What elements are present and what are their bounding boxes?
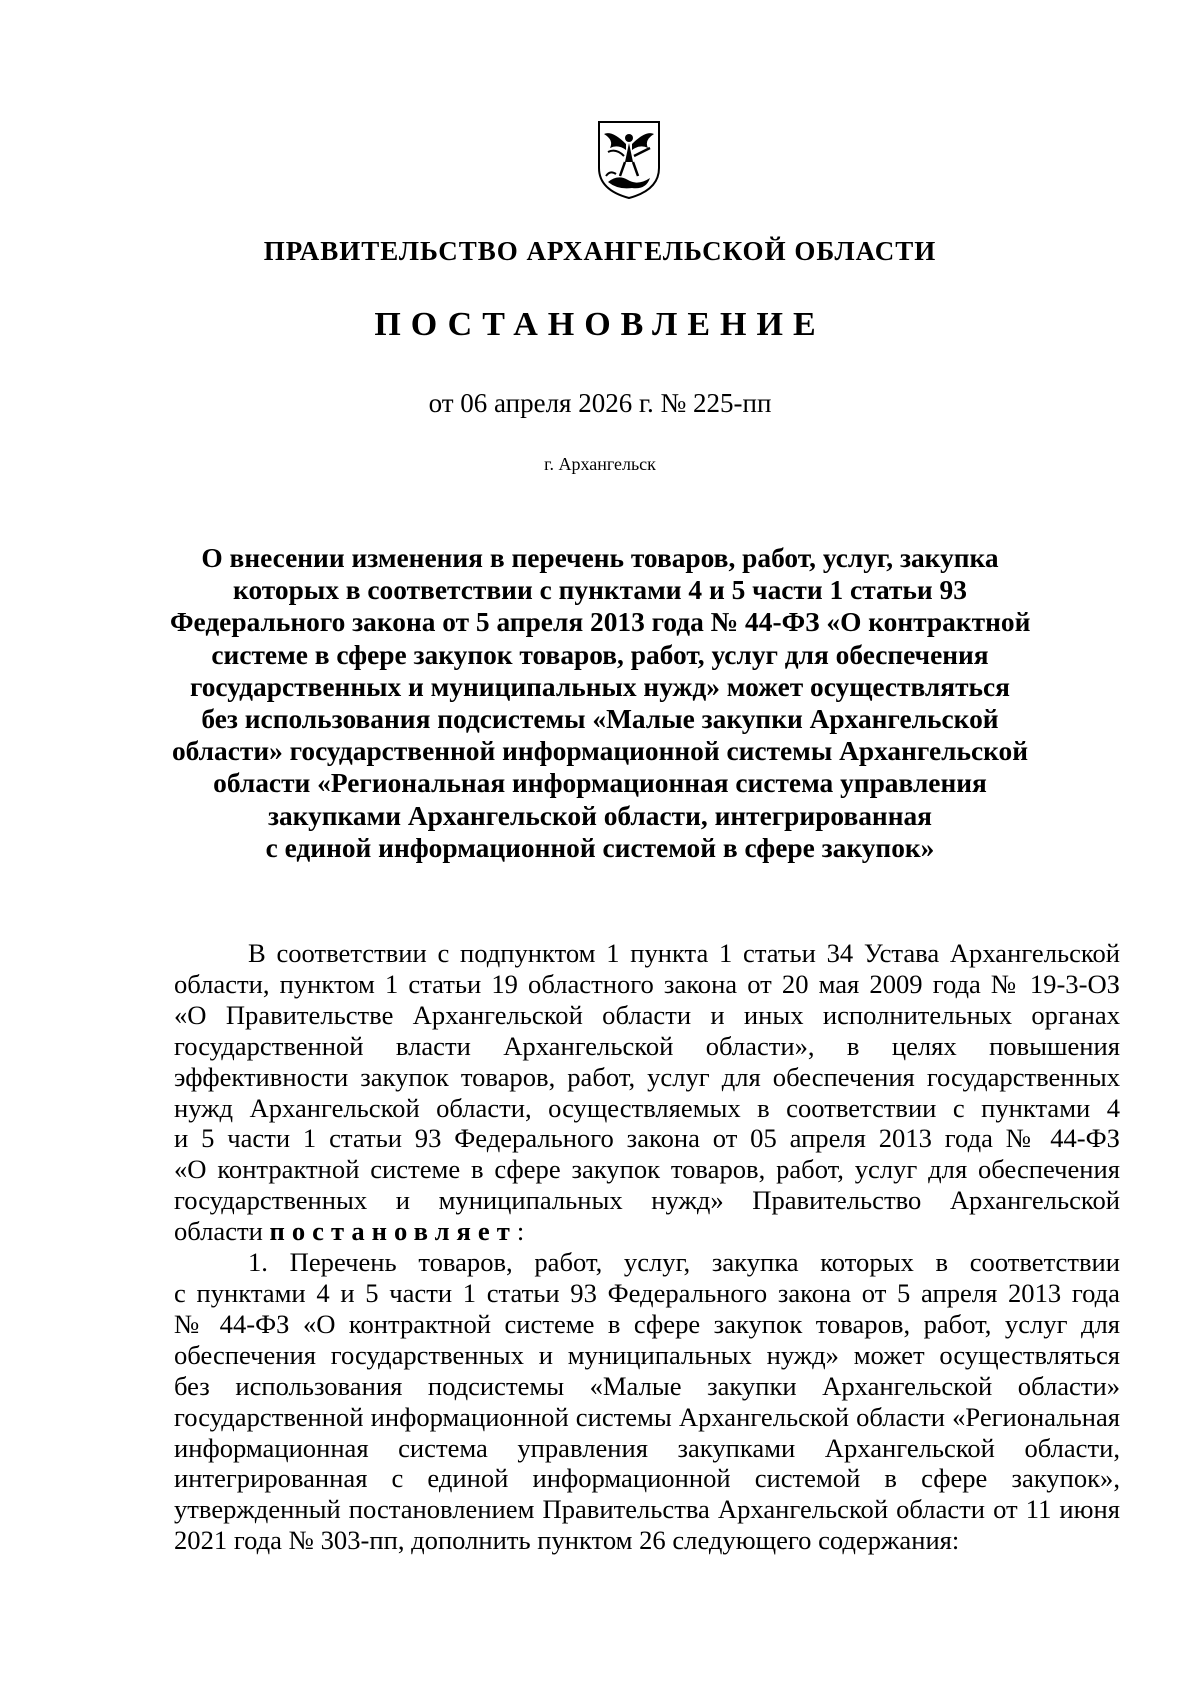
heading-line: которых в соответствии с пунктами 4 и 5 части 1 статьи 93 (233, 575, 967, 606)
preamble-last-prefix: области (174, 1216, 270, 1247)
item-1-line: № 44-ФЗ «О контрактной системе в сфере закупок товаров, работ, услуг для (174, 1308, 1120, 1339)
item-1-line: 2021 года № 303-пп, дополнить пунктом 26 следующего содержания: (174, 1525, 960, 1556)
document-type: ПОСТАНОВЛЕНИЕ (374, 306, 826, 343)
arkhangelsk-coat-of-arms-icon (596, 118, 662, 200)
preamble-line: области, пунктом 1 статьи 19 областного закона от 20 мая 2009 года № 19-3-ОЗ (174, 968, 1120, 999)
document-heading (170, 542, 1030, 864)
preamble-line: «О Правительстве Архангельской области и иных исполнительных органах (174, 999, 1120, 1030)
item-1-line: государственной информационной системы Архангельской области «Региональная (174, 1401, 1120, 1432)
document-city: г. Архангельск (544, 454, 656, 474)
document-body (174, 938, 1120, 1556)
item-1-line: интегрированная с единой информационной системой в сфере закупок», (174, 1463, 1120, 1494)
document-date-number: от 06 апреля 2026 г. № 225-пп (428, 388, 772, 418)
item-1-line: 1. Перечень товаров, работ, услуг, закупка которых в соответствии (248, 1247, 1120, 1278)
heading-line: закупками Архангельской области, интегрированная (267, 800, 933, 831)
item-1-line: утвержденный постановлением Правительства Архангельской области от 11 июня (174, 1494, 1120, 1525)
heading-line: О внесении изменения в перечень товаров, работ, услуг, закупка (201, 543, 999, 573)
preamble-line: государственной власти Архангельской области», в целях повышения (174, 1030, 1120, 1061)
preamble-line: «О контрактной системе в сфере закупок товаров, работ, услуг для обеспечения (174, 1154, 1120, 1185)
preamble-line: государственных и муниципальных нужд» Правительство Архангельской (174, 1185, 1120, 1216)
heading-line: без использования подсистемы «Малые закупки Архангельской (201, 704, 999, 735)
item-1-line: информационная система управления закупками Архангельской области, (174, 1432, 1120, 1463)
resolves-colon: : (516, 1216, 525, 1247)
heading-line: Федерального закона от 5 апреля 2013 года № 44-ФЗ «О контрактной (170, 607, 1031, 638)
preamble-line: эффективности закупок товаров, работ, услуг для обеспечения государственных (174, 1061, 1120, 1092)
heading-line: с единой информационной системой в сфере закупок» (265, 832, 935, 863)
preamble-last-line (174, 1216, 1120, 1247)
resolves-word: постановляет (269, 1216, 517, 1247)
item-1-line: обеспечения государственных и муниципальных нужд» может осуществляться (174, 1339, 1120, 1370)
heading-line: государственных и муниципальных нужд» может осуществляться (189, 671, 1011, 702)
item-1-line: без использования подсистемы «Малые закупки Архангельской области» (174, 1370, 1120, 1401)
heading-line: области «Региональная информационная система управления (213, 768, 987, 799)
preamble-line: нужд Архангельской области, осуществляемых в соответствии с пунктами 4 (174, 1092, 1120, 1123)
preamble-line: В соответствии с подпунктом 1 пункта 1 статьи 34 Устава Архангельской (248, 938, 1120, 968)
preamble-line: и 5 части 1 статьи 93 Федерального закона от 05 апреля 2013 года № 44-ФЗ (174, 1123, 1120, 1154)
heading-line: области» государственной информационной системы Архангельской (171, 736, 1029, 767)
heading-line: системе в сфере закупок товаров, работ, услуг для обеспечения (211, 639, 989, 670)
government-title: ПРАВИТЕЛЬСТВО АРХАНГЕЛЬСКОЙ ОБЛАСТИ (263, 236, 937, 266)
item-1-line: с пунктами 4 и 5 части 1 статьи 93 Федерального закона от 5 апреля 2013 года (174, 1277, 1120, 1308)
